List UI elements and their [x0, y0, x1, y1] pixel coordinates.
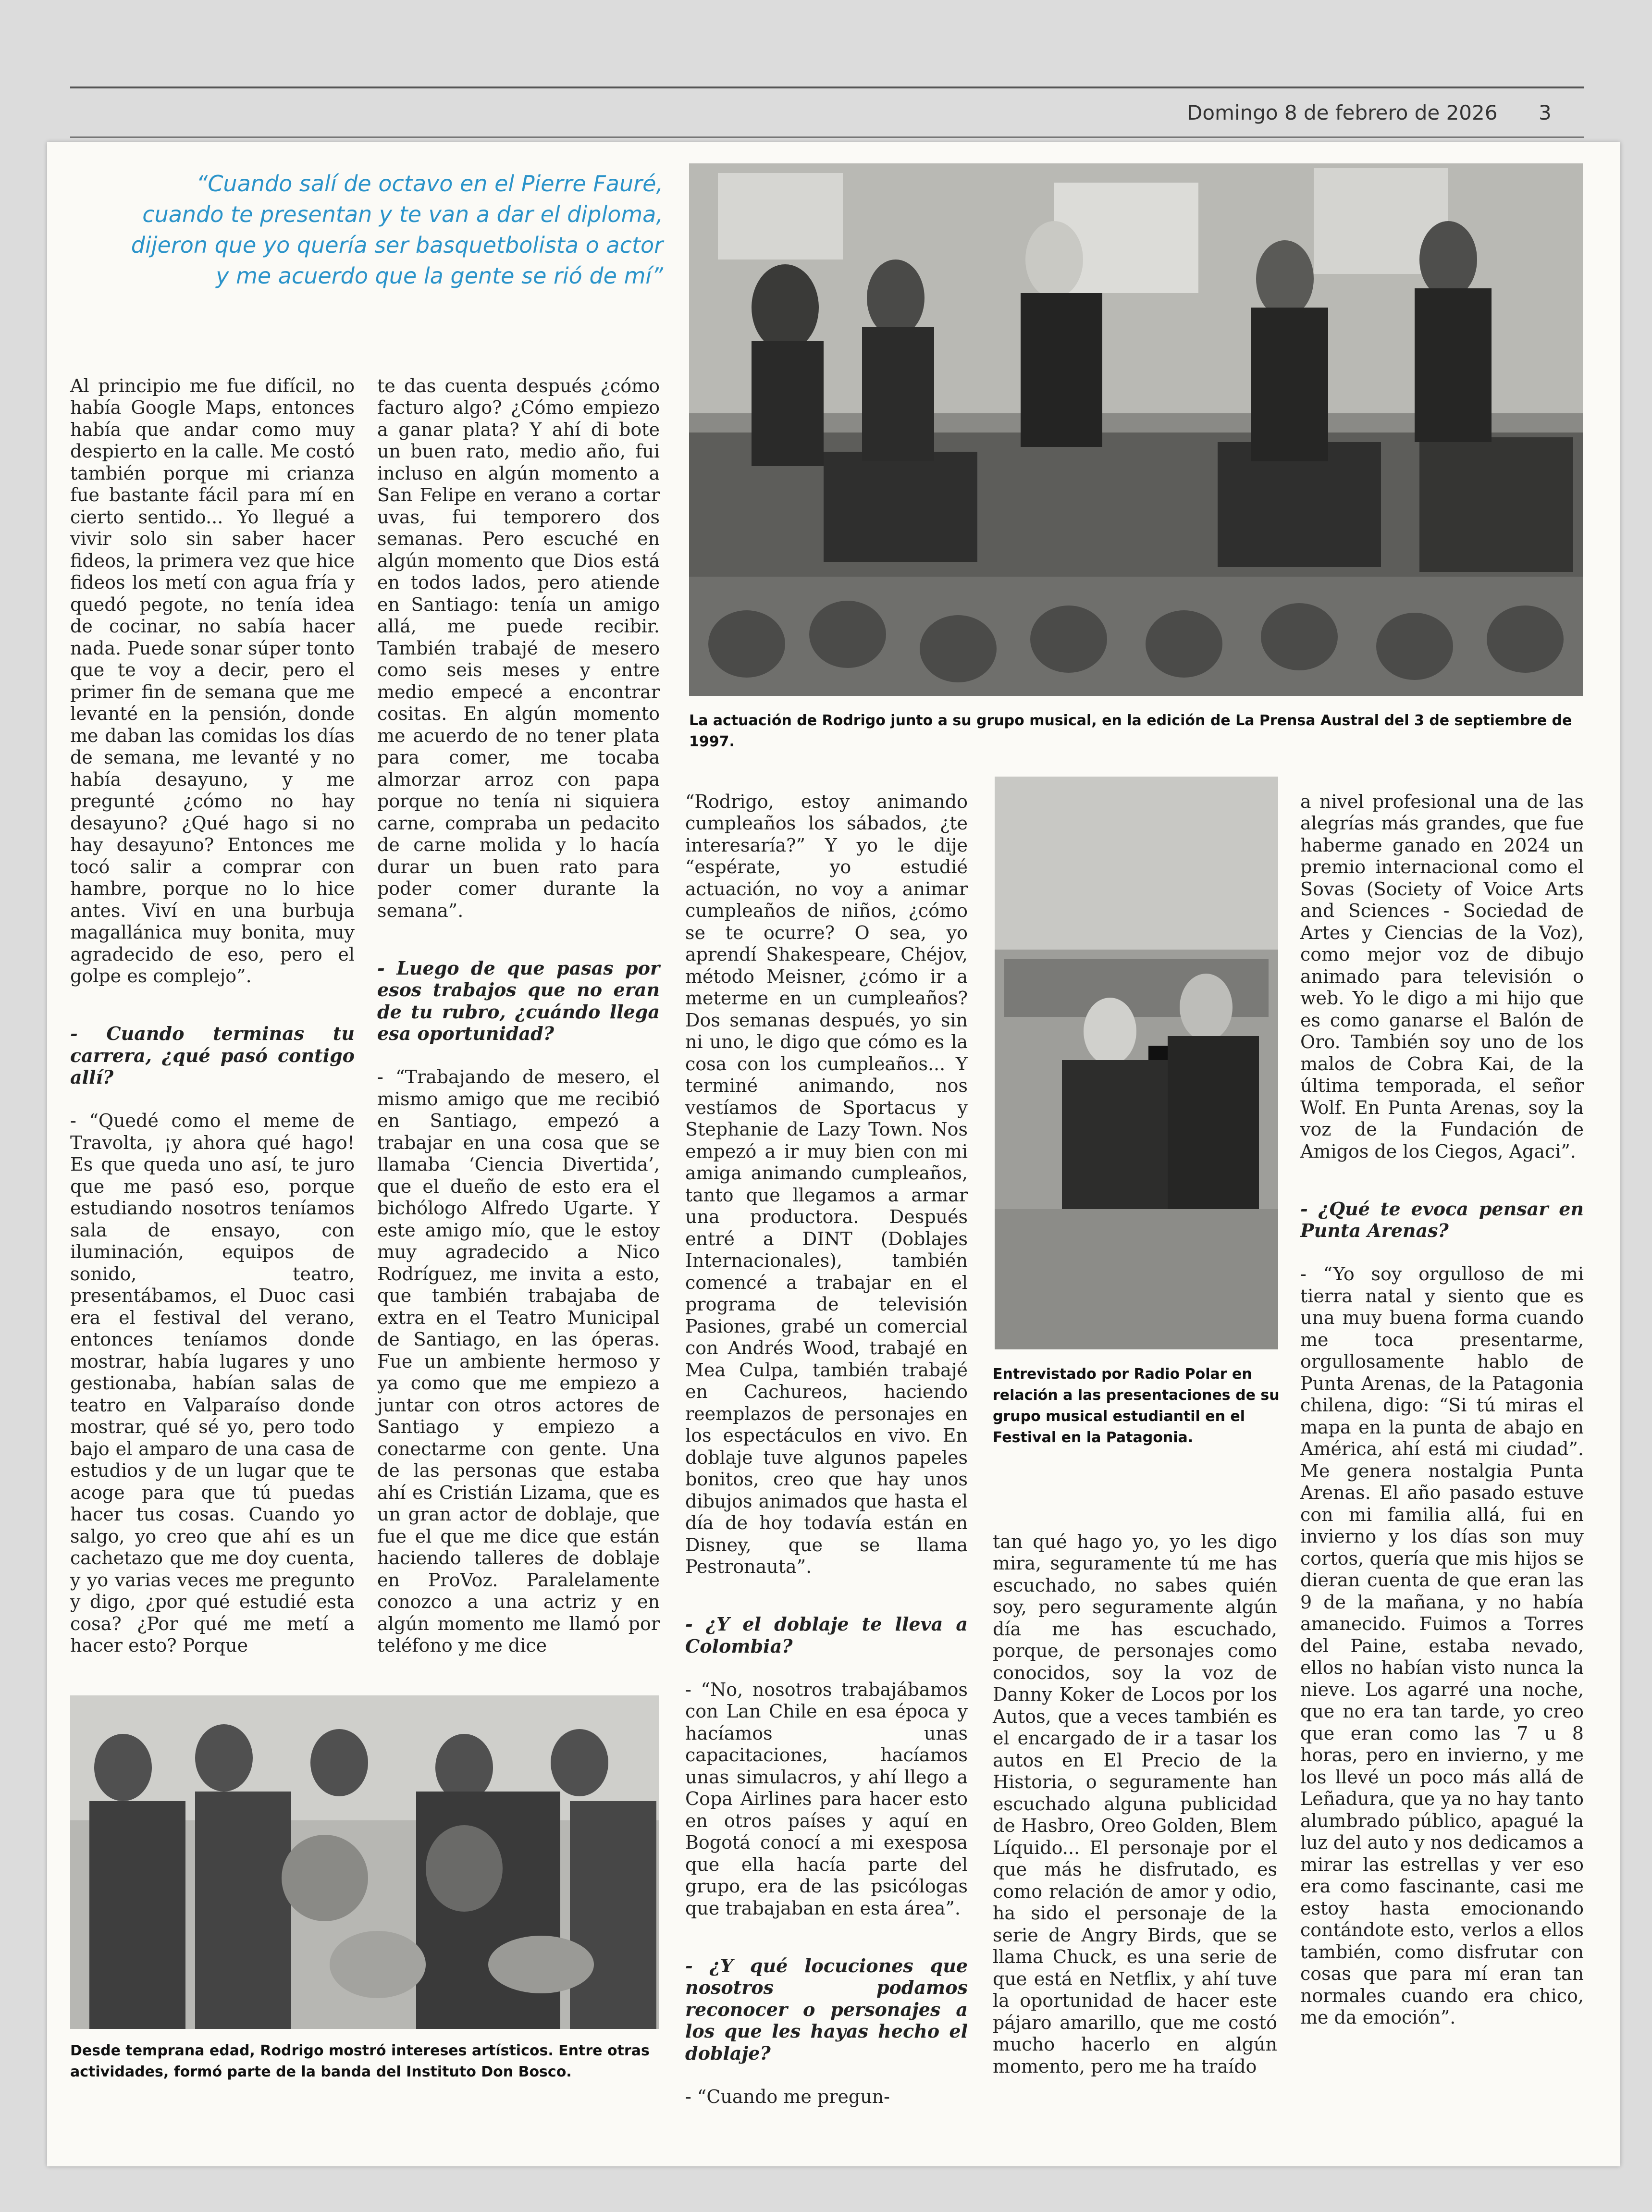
page-number: 3 [1539, 101, 1552, 124]
interview-question: - Cuando terminas tu carrera, ¿qué pasó contigo allí? [70, 1023, 355, 1088]
pull-quote: “Cuando salí de octavo en el Pierre Fauré, cuando te presentan y te van a dar el diploma, dijeron que yo quería ser basquetbolista o actor y me acuerdo que la gente se rió de mí” [131, 171, 663, 289]
article-column-5 [1300, 769, 1584, 2051]
paragraph: “Rodrigo, estoy animando cumpleaños los sábados, ¿te interesaría?” Y yo le dije “espérate, yo estudié actuación, no voy a animar cumpleaños de niños, ¿cómo se te ocurre? O sea, yo aprendí Shakespeare, Chéjov, método Meisner, ¿cómo ir a meterme en un cumpleaños? Dos semanas después, yo sin ni uno, le digo que cómo es la cosa con los cumpleaños... Y terminé animando, nos vestíamos de Sportacus y Stephanie de Lazy Town. Nos empezó a ir muy bien con mi amiga animando cumpleaños, tanto que llegamos a armar una productora. Después entré a DINT (Doblajes Internacionales), también comencé a trabajar en el programa de televisión Pasiones, grabé un comercial con Andrés Wood, trabajé en Mea Culpa, también trabajé en Cachureos, haciendo reemplazos de personajes en los espectáculos en vivo. En doblaje tuve algunos papeles bonitos, creo que hay unos dibujos animados que hasta el día de hoy todavía están en Disney, que se llama Pestronauta”. [685, 791, 968, 1577]
band-photo [70, 1695, 659, 2029]
paragraph: - “Quedé como el meme de Travolta, ¡y ahora qué hago! Es que queda uno así, te juro que me pasó eso, porque estudiando nosotros teníamos sala de ensayo, con iluminación, equipos de sonido, teatro, presentábamos, el Duoc casi era el festival del verano, entonces teníamos donde mostrar, había lugares y uno gestionaba, habían salas de teatro en Valparaíso donde mostrar, qué sé yo, pero todo bajo el amparo de una casa de estudios y de un lugar que te acoge para que tú puedas hacer tus cosas. Cuando yo salgo, yo creo que ahí es un cachetazo que me doy cuenta, y yo varias veces me pregunto y digo, ¿por qué estudié esta cosa? ¿Por qué me metí a hacer esto? Porque [70, 1110, 355, 1656]
article-column-4 [993, 1509, 1277, 2100]
article-column-1 [70, 353, 355, 1679]
band-caption: Desde temprana edad, Rodrigo mostró intereses artísticos. Entre otras actividades, formó parte de la banda del Instituto Don Bosco. [70, 2042, 650, 2080]
interview-question: - ¿Y qué locuciones que nosotros podamos reconocer o personajes a los que les hayas hecho el doblaje? [685, 1954, 968, 2064]
paragraph: Al principio me fue difícil, no había Google Maps, entonces había que andar como muy despierto en la calle. Me costó también porque mi crianza fue bastante fácil para mí en cierto sentido... Yo llegué a vivir solo sin saber hacer fideos, la primera vez que hice fideos los metí con agua fría y quedó pegote, no tenía idea de cocinar, no sabía hacer nada. Puede sonar súper tonto que te voy a decir, pero el primer fin de semana que me levanté en la pensión, donde me daban las comidas los días de semana, me levanté y no había desayuno, y me pregunté ¿cómo no hay desayuno? ¿Qué hago si no hay desayuno? Entonces me tocó salir a comprar con hambre, porque no lo hice antes. Viví en una burbuja magallánica muy bonita, muy agradecido de eso, pero el golpe es complejo”. [70, 375, 355, 987]
concert-caption: La actuación de Rodrigo junto a su grupo musical, en la edición de La Prensa Austral del 3 de septiembre de 1997. [689, 712, 1572, 750]
paragraph: tan qué hago yo, yo les digo mira, seguramente tú me has escuchado, no sabes quién soy, pero seguramente algún día me has escuchado, porque, de personajes como conocidos, soy la voz de Danny Koker de Locos por los Autos, que a veces también es el encargado de ir a tasar los autos en El Precio de la Historia, o seguramente han escuchado alguna publicidad de Hasbro, Oreo Golden, Blem Líquido... El personaje por el que más he disfrutado, es como relación de amor y odio, ha sido el personaje de la serie de Angry Birds, que se llama Chuck, es una serie de que está en Netflix, y ahí tuve la oportunidad de hacer este pájaro amarillo, que me costó mucho hacerlo en algún momento, pero me ha traído [993, 1531, 1277, 2077]
article-column-2 [377, 353, 660, 1679]
paragraph: te das cuenta después ¿cómo facturo algo? ¿Cómo empiezo a ganar plata? Y ahí di bote un buen rato, medio año, fui incluso en algún momento a San Felipe en verano a cortar uvas, fui temporero dos semanas. Pero escuché en algún momento que Dios está en todos lados, pero atiende en Santiago: tenía un amigo allá, me puede recibir. También trabajé de mesero como seis meses y entre medio empecé a encontrar cositas. En algún momento me acuerdo de no tener plata para comer, me tocaba almorzar arroz con papa porque no tenía ni siquiera carne, compraba un pedacito de carne molida y lo hacía durar un buen rato para poder comer durante la semana”. [377, 375, 660, 921]
interview-question: - ¿Qué te evoca pensar en Punta Arenas? [1300, 1198, 1584, 1241]
concert-photo [689, 163, 1583, 696]
paragraph: a nivel profesional una de las alegrías más grandes, que fue haberme ganado en 2024 un premio internacional como el Sovas (Society of Voice Arts and Sciences - Sociedad de Artes y Ciencias de la Voz), como mejor voz de dibujo animado para televisión o web. Yo le digo a mi hijo que es como ganarse el Balón de Oro. También soy uno de los malos de Cobra Kai, de la última temporada, el señor Wolf. En Punta Arenas, soy la voz de la Fundación de Amigos de los Ciegos, Agaci”. [1300, 791, 1584, 1162]
interview-photo [995, 777, 1278, 1349]
top-rule [70, 87, 1584, 88]
interview-caption: Entrevistado por Radio Polar en relación a las presentaciones de su grupo musical estudiantil en el Festival en la Patagonia. [993, 1366, 1280, 1446]
folio-date: Domingo 8 de febrero de 2026 [1187, 101, 1498, 124]
paragraph: - “Trabajando de mesero, el mismo amigo que me recibió en Santiago, empezó a trabajar en una cosa que se llamaba ‘Ciencia Divertida’, que el dueño de esto era el bichólogo Alfredo Ugarte. Y este amigo mío, que le estoy muy agradecido a Nico Rodríguez, me invita a esto, que también trabajaba de extra en el Teatro Municipal de Santiago, en las óperas. Fue un ambiente hermoso y ya como que me empiezo a juntar con otros actores de Santiago y empiezo a conectarme con gente. Una de las personas que estaba ahí es Cristián Lizama, que es un gran actor de doblaje, que fue el que me dice que están haciendo talleres de doblaje en ProVoz. Paralelamente conozco a una actriz y en algún momento me llamó por teléfono y me dice [377, 1066, 660, 1656]
paragraph: - “No, nosotros trabajábamos con Lan Chile en esa época y hacíamos unas capacitaciones, hacíamos unas simulacros, y ahí llego a Copa Airlines para hacer esto en otros países y aquí en Bogotá conocí a mi exesposa que ella hacía parte del grupo, era de las psicólogas que trabajaban en esta área”. [685, 1679, 968, 1919]
paragraph: - “Cuando me pregun- [685, 2086, 890, 2107]
article-column-3 [685, 769, 968, 2130]
header-rule [70, 136, 1584, 138]
interview-question: - Luego de que pasas por esos trabajos que no eran de tu rubro, ¿cuándo llega esa oportunidad? [377, 957, 660, 1044]
paragraph: - “Yo soy orgulloso de mi tierra natal y siento que es una muy buena forma cuando me toca presentarme, orgullosamente hablo de Punta Arenas, de la Patagonia chilena, digo: “Si tú miras el mapa en la punta de abajo en América, ahí está mi ciudad”. Me genera nostalgia Punta Arenas. El año pasado estuve con mi familia allá, fui en invierno y los días son muy cortos, quería que mis hijos se dieran cuenta de que eran las 9 de la mañana, y no había amanecido. Fuimos a Torres del Paine, estaba nevado, ellos no habían visto nunca la nieve. Los agarré una noche, que no era tan tarde, yo creo que eran como las 7 u 8 horas, pero en invierno, y me los llevé un poco más allá de Leñadura, que ya no hay tanto alumbrado público, apagué la luz del auto y nos dedicamos a mirar las estrellas y ver eso era como fascinante, casi me estoy hasta emocionando contándote esto, verlos a ellos también, como disfrutar con cosas que para mí eran tan normales cuando era chico, me da emoción”. [1300, 1263, 1584, 2028]
interview-question: - ¿Y el doblaje te lleva a Colombia? [685, 1613, 968, 1657]
